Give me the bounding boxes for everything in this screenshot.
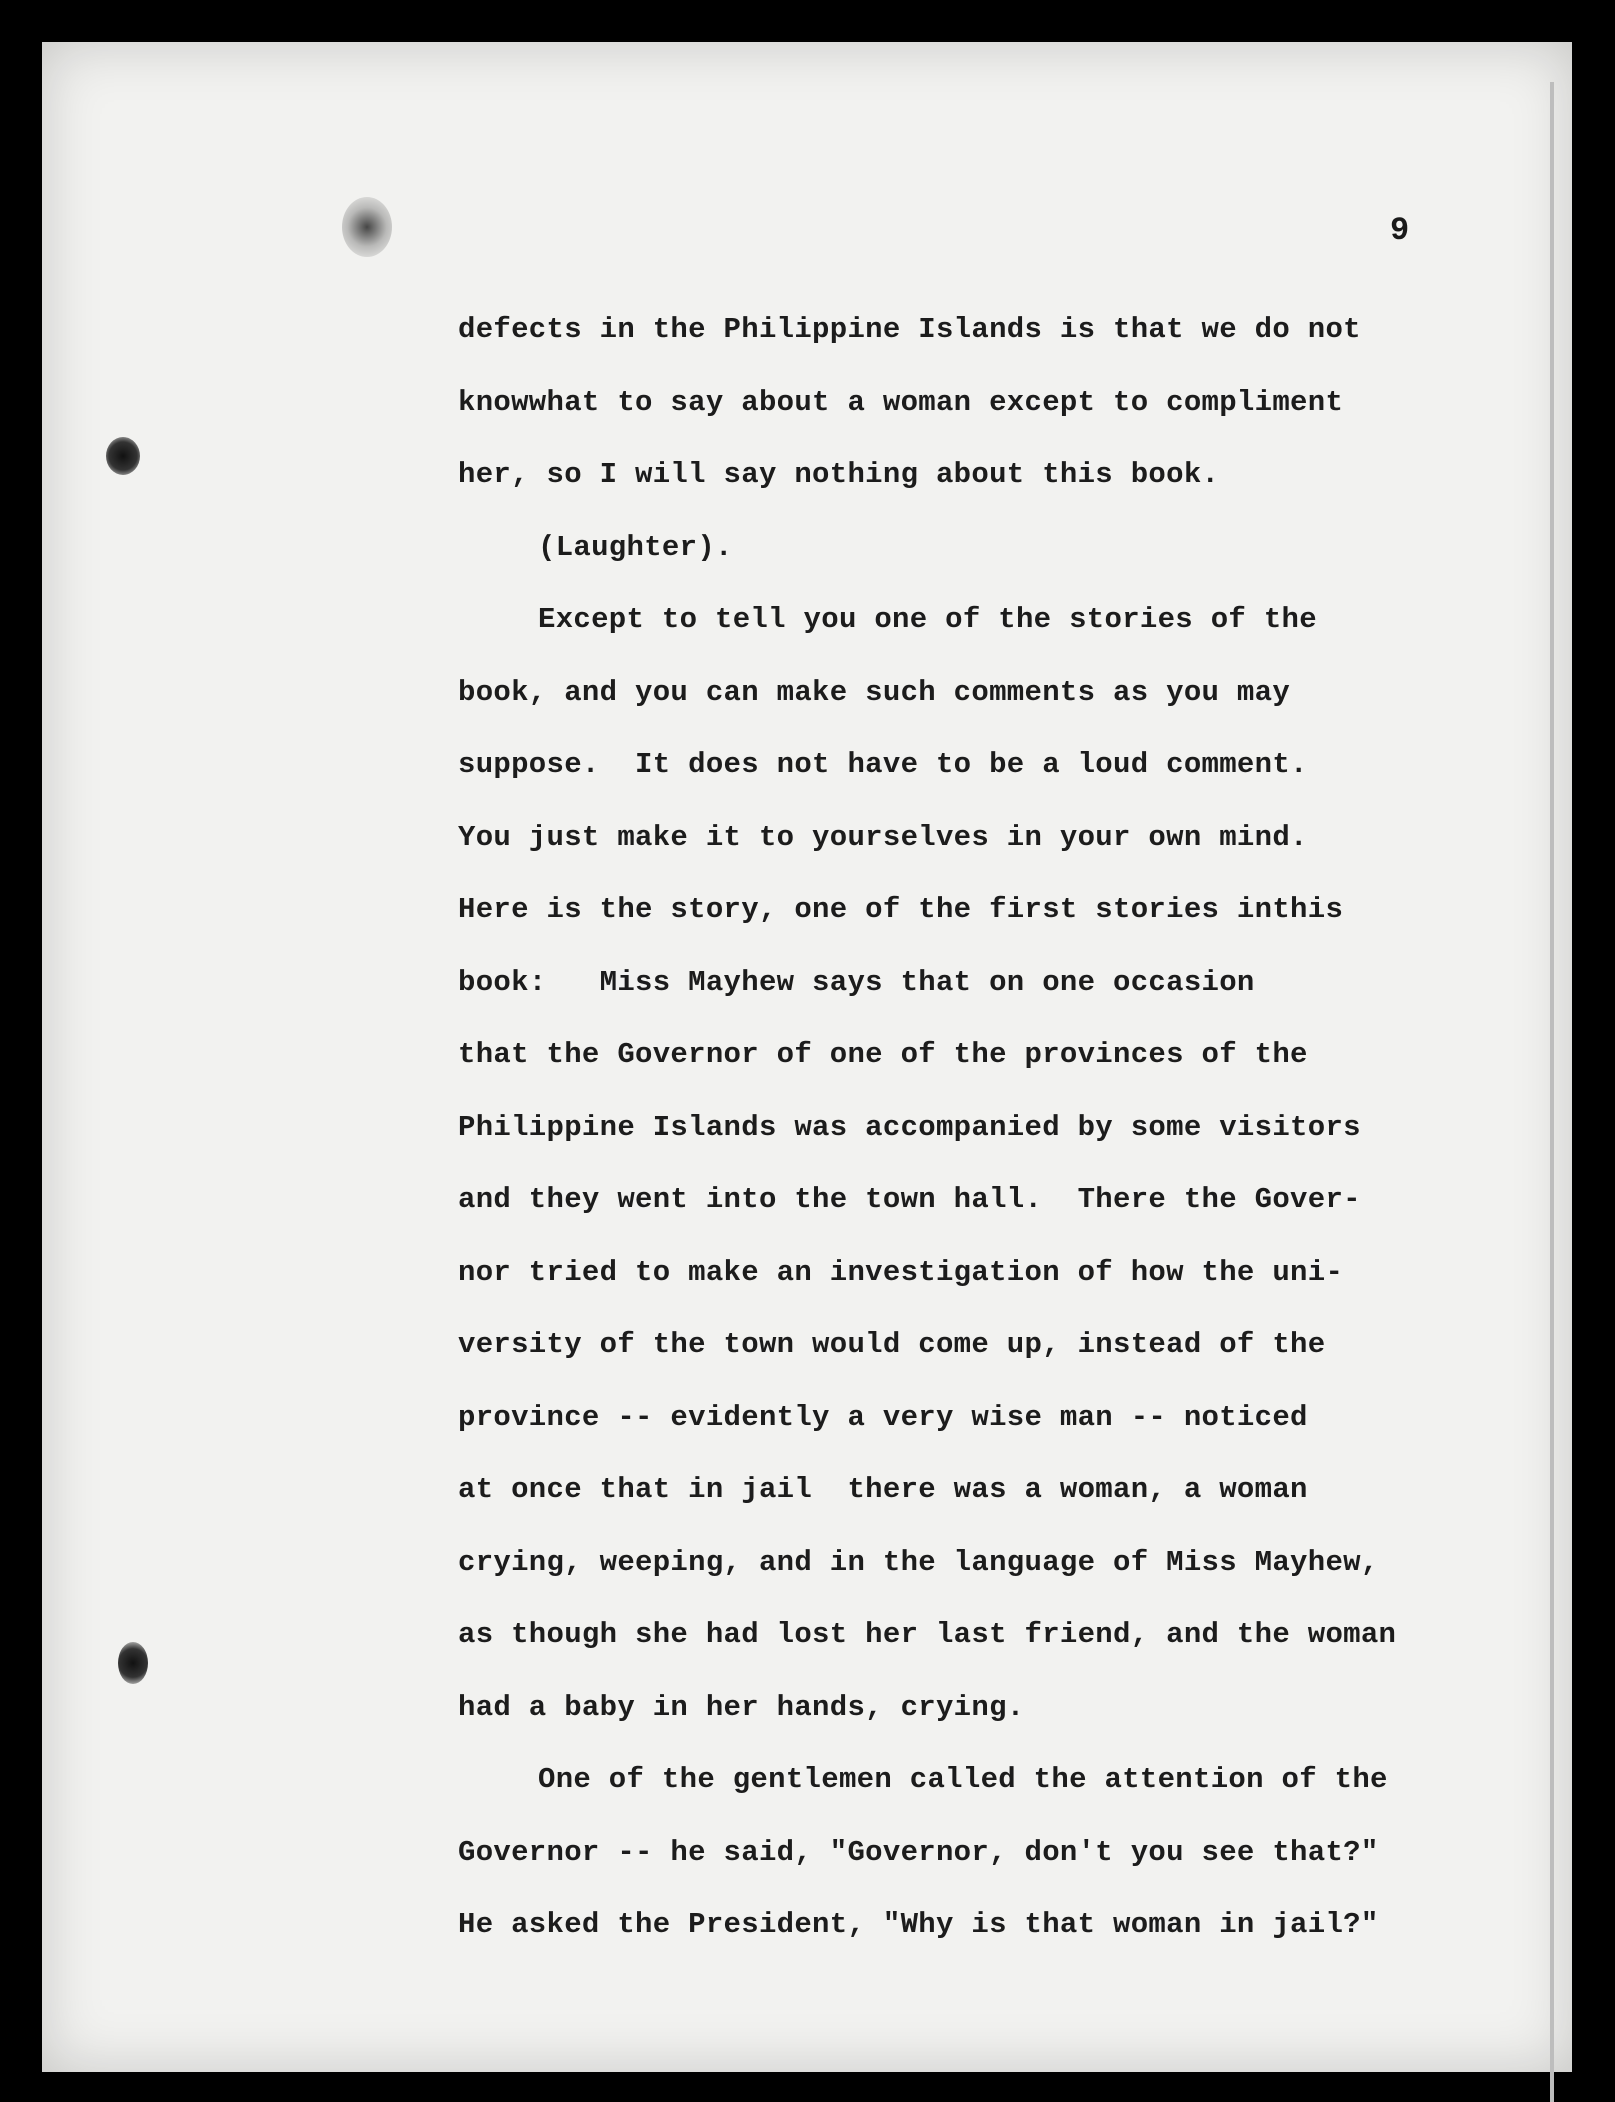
text-line: versity of the town would come up, instead of the (458, 1328, 1326, 1361)
text-line: suppose. It does not have to be a loud comment. (458, 748, 1308, 781)
text-line: nor tried to make an investigation of how the uni- (458, 1255, 1344, 1289)
text-line: book, and you can make such comments as you may (458, 675, 1291, 709)
text-line: her, so I will say nothing about this book. (458, 458, 1220, 491)
text-line: knowwhat to say about a woman except to compliment (458, 385, 1344, 419)
text-line: Here is the story, one of the first stories inthis (458, 893, 1344, 926)
page-number: 9 (1390, 212, 1410, 249)
text-line: had a baby in her hands, crying. (458, 1690, 1025, 1724)
text-line: Except to tell you one of the stories of the (538, 603, 1317, 636)
text-line: province -- evidently a very wise man -- noticed (458, 1400, 1308, 1434)
text-line: You just make it to yourselves in your own mind. (458, 820, 1308, 854)
text-line: book: Miss Mayhew says that on one occasion (458, 965, 1255, 999)
text-line: Philippine Islands was accompanied by some visitors (458, 1110, 1361, 1144)
punch-hole-top (106, 437, 140, 475)
text-line: He asked the President, "Why is that woman in jail?" (458, 1908, 1379, 1941)
body-text (458, 310, 1478, 1978)
text-line: and they went into the town hall. There the Gover- (458, 1183, 1361, 1216)
punch-hole-bottom (118, 1642, 148, 1684)
ink-smudge (342, 197, 392, 257)
text-line: crying, weeping, and in the language of Miss Mayhew, (458, 1545, 1379, 1579)
text-line: defects in the Philippine Islands is that we do not (458, 313, 1361, 346)
text-line: One of the gentlemen called the attention of the (538, 1763, 1388, 1796)
page-edge (1550, 82, 1554, 2102)
text-line: that the Governor of one of the provinces of the (458, 1038, 1308, 1071)
text-line: Governor -- he said, "Governor, don't you see that?" (458, 1835, 1379, 1869)
text-line: at once that in jail there was a woman, a woman (458, 1473, 1308, 1506)
text-line: as though she had lost her last friend, and the woman (458, 1618, 1397, 1651)
text-line: (Laughter). (538, 530, 733, 564)
